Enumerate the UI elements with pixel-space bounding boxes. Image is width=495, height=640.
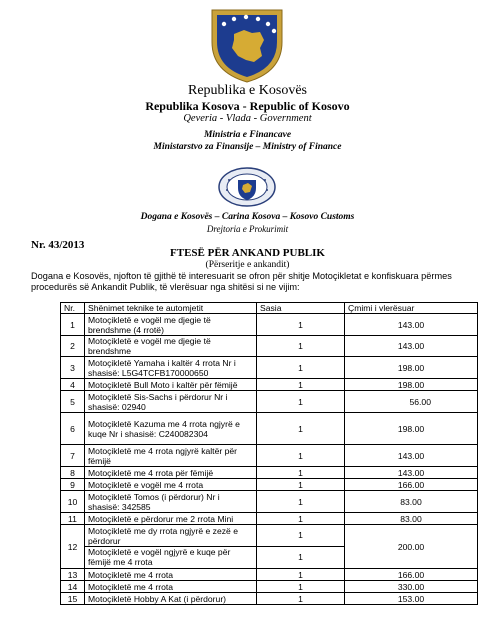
row-quantity: 1 — [257, 491, 345, 513]
row-quantity: 1 — [257, 357, 345, 379]
row-quantity: 1 — [257, 379, 345, 391]
row-description: Motoçikletë me 4 rrota — [85, 581, 257, 593]
row-quantity: 1 — [257, 593, 345, 605]
republic-name-albanian: Republika e Kosovës — [188, 83, 307, 98]
header-estimated-price: Çmimi i vlerësuar — [345, 303, 478, 314]
row-price: 166.00 — [345, 569, 478, 581]
table-row — [61, 467, 478, 479]
row-price: 143.00 — [345, 467, 478, 479]
row-price: 198.00 — [345, 379, 478, 391]
row-description: Motoçikletë e përdorur me 2 rrota Mini — [85, 513, 257, 525]
row-description: Motoçikletë e vogël me 4 rrota — [85, 479, 257, 491]
row-quantity: 1 — [257, 391, 345, 413]
row-nr: 12 — [61, 525, 85, 569]
directorate-line: Drejtoria e Prokurimit — [206, 224, 289, 234]
republic-name-multilingual: Republika Kosova - Republic of Kosovo — [145, 99, 350, 113]
row-description: Motoçikletë Yamaha i kaltër 4 rrota Nr i shasisë: L5G4TCFB170000650 — [85, 357, 257, 379]
row-description: Motoçikletë me 4 rrota për fëmijë — [85, 467, 257, 479]
row-description: Motoçikletë Kazuma me 4 rrota ngjyrë e kuqe Nr i shasisë: C240082304 — [85, 413, 257, 445]
row-description: Motoçikletë Hobby A Kat (i përdorur) — [85, 593, 257, 605]
intro-paragraph: Dogana e Kosovës, njofton të gjithë të interesuarit se ofron për shitje Motoçikletat e konfiskuara përmes procedurës së Ankandit Publik, të vlerësuar nga shitësi si ne vijim: — [31, 271, 452, 292]
row-quantity: 1 — [257, 581, 345, 593]
row-price: 198.00 — [345, 357, 478, 379]
document-title: FTESË PËR ANKAND PUBLIK — [170, 247, 325, 259]
government-line: Qeveria - Vlada - Government — [183, 113, 312, 124]
row-nr: 11 — [61, 513, 85, 525]
row-quantity-b: 1 — [298, 552, 303, 562]
row-price: 143.00 — [345, 336, 478, 357]
table-row — [61, 581, 478, 593]
table-header-row — [61, 303, 478, 314]
row-description: Motoçikletë Sis-Sachs i përdorur Nr i shasisë: 02940 — [85, 391, 257, 413]
row-nr: 7 — [61, 445, 85, 467]
ministry-albanian: Ministria e Financave — [203, 130, 292, 140]
row-nr: 9 — [61, 479, 85, 491]
row-description — [85, 525, 257, 569]
table-row — [61, 513, 478, 525]
row-quantity-a: 1 — [257, 525, 344, 547]
row-nr: 3 — [61, 357, 85, 379]
row-description-part-b: Motoçikletë e vogël ngjyrë e kuqe për fëmijë me 4 rrota — [88, 547, 231, 567]
kosovo-customs-logo-icon — [217, 166, 277, 208]
ministry-multilingual: Ministarstvo za Finansije – Ministry of Finance — [153, 142, 342, 152]
row-price: 330.00 — [345, 581, 478, 593]
row-nr: 14 — [61, 581, 85, 593]
table-row — [61, 357, 478, 379]
row-quantity: 1 — [257, 413, 345, 445]
row-quantity: 1 — [257, 445, 345, 467]
row-description: Motoçikletë e vogël me djegie të brendshme — [85, 336, 257, 357]
row-price: 143.00 — [345, 314, 478, 336]
row-price: 83.00 — [345, 513, 478, 525]
row-price: 56.00 — [345, 391, 478, 413]
table-row — [61, 525, 478, 569]
table-row — [61, 314, 478, 336]
row-price: 83.00 — [345, 491, 478, 513]
header-quantity: Sasia — [257, 303, 345, 314]
row-price: 200.00 — [345, 525, 478, 569]
document-subtitle: (Përseritje e ankandit) — [205, 260, 290, 270]
row-nr: 15 — [61, 593, 85, 605]
row-description: Motoçikletë me 4 rrota ngjyrë kaltër për fëmijë — [85, 445, 257, 467]
table-row — [61, 391, 478, 413]
header-nr: Nr. — [61, 303, 85, 314]
customs-line: Dogana e Kosovës – Carina Kosova – Kosovo Customs — [140, 212, 355, 222]
header-technical-details: Shënimet teknike te automjetit — [85, 303, 257, 314]
row-nr: 8 — [61, 467, 85, 479]
row-nr: 5 — [61, 391, 85, 413]
table-row — [61, 593, 478, 605]
row-nr: 1 — [61, 314, 85, 336]
row-nr: 2 — [61, 336, 85, 357]
table-row — [61, 413, 478, 445]
row-price: 166.00 — [345, 479, 478, 491]
auction-items-table — [60, 302, 478, 605]
table-row — [61, 569, 478, 581]
kosovo-coat-of-arms-icon — [210, 6, 284, 84]
row-nr: 10 — [61, 491, 85, 513]
row-quantity — [257, 525, 345, 569]
document-number: Nr. 43/2013 — [31, 239, 85, 251]
table-row — [61, 336, 478, 357]
row-price: 143.00 — [345, 445, 478, 467]
table-row — [61, 445, 478, 467]
row-quantity: 1 — [257, 336, 345, 357]
row-quantity: 1 — [257, 569, 345, 581]
table-row — [61, 479, 478, 491]
row-description: Motoçikletë e vogël me djegie të brendshme (4 rrotë) — [85, 314, 257, 336]
row-price: 198.00 — [345, 413, 478, 445]
row-quantity: 1 — [257, 314, 345, 336]
row-price: 153.00 — [345, 593, 478, 605]
row-quantity: 1 — [257, 479, 345, 491]
row-nr: 6 — [61, 413, 85, 445]
row-description: Motoçikletë Bull Moto i kaltër për fëmijë — [85, 379, 257, 391]
row-nr: 4 — [61, 379, 85, 391]
table-row — [61, 379, 478, 391]
row-quantity: 1 — [257, 467, 345, 479]
row-description: Motoçikletë Tomos (i përdorur) Nr i shasisë: 342585 — [85, 491, 257, 513]
row-description: Motoçikletë me 4 rrota — [85, 569, 257, 581]
row-quantity: 1 — [257, 513, 345, 525]
row-description-part-a: Motoçikletë me dy rrota ngjyrë e zezë e përdorur — [85, 526, 256, 547]
table-row — [61, 491, 478, 513]
row-nr: 13 — [61, 569, 85, 581]
